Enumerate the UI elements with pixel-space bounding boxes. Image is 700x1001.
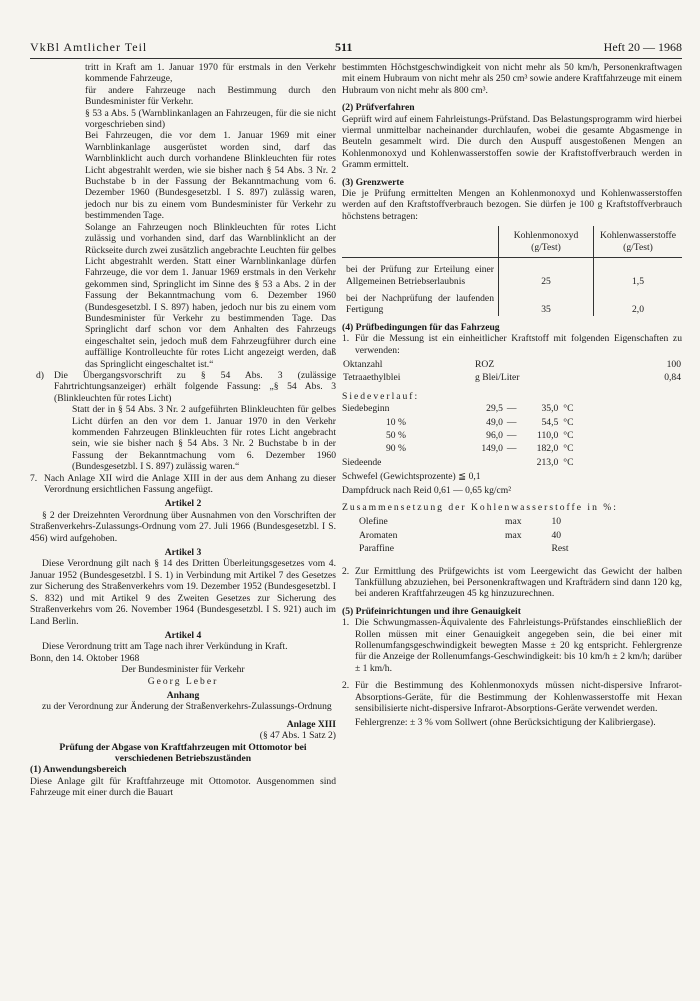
paragraph: Diese Verordnung gilt nach § 14 des Dritten Überleitungsgesetzes vom 4. Januar 1952 (Bundesgesetzbl. I S. 1) in Verbindung mit Artikel 7 des Gesetzes zur Sicherung des Straßenverkehrs vom 19. Dezember 1952 (Bundesgesetzbl. I S. 832) und mit Artikel 9 des Zweiten Gesetzes zur Sicherung des Straßenverkehrs vom 26. November 1964 (Bundesgesetzbl. I S. 921) auch im Land Berlin. [30,558,336,627]
item-number: 1. [342,617,350,629]
boiling-cell: 54,5 [541,416,559,428]
composition-cell: 40 [551,529,562,541]
item-label: d) [36,369,44,381]
section-5-heading: (5) Prüfeinrichtungen und ihre Genauigkeit [342,605,521,617]
limits-header-hc: Kohlenwasserstoffe (g/Test) [594,226,683,257]
fuel-key: Oktanzahl [343,358,383,370]
range-dash: — [506,429,517,441]
table-row [342,287,682,316]
paragraph: tritt in Kraft am 1. Januar 1970 für erstmals in den Verkehr kommende Fahrzeuge, [85,62,336,85]
table-row [358,515,608,528]
table-row [342,429,592,442]
table-row [342,371,682,384]
table-row [342,456,592,469]
item-label: 7. [30,472,38,484]
table-row [342,402,592,415]
item-text: Nach Anlage XII wird die Anlage XIII in der aus dem Anhang zu dieser Verordnung ersichtlichen Fassung angefügt. [44,472,336,496]
fuel-table [342,358,682,385]
composition-table [358,515,608,555]
paragraph: § 2 der Dreizehnten Verordnung über Ausnahmen von den Vorschriften der Straßenverkehrs-Zulassungs-Ordnung vom 27. Juli 1966 (Bundesgesetzbl. I S. 456) wird aufgehoben. [30,509,336,544]
section-5-item-2: Für die Bestimmung des Kohlenmonoxyds müssen nicht-dispersive Infrarot-Absorptions-Geräte, für die Bestimmung der Kohlenwasserstoffe mit Hexan sensibilisierte nicht-dispersive Infrarot-Absorptions-Geräte verwendet werden. [355,680,682,715]
paragraph: Solange an Fahrzeugen noch Blinkleuchten für rotes Licht zulässig und vorhanden sind, darf das Warnblinklicht an der Rückseite durch zwei zusätzlich angebrachte Leuchten für gelbes Licht abgestrahlt werden. Statt einer Warnblinkanlage dürfen Fahrzeuge, die vor dem 1. Januar 1969 erstmals in den Verkehr gekommen sind, Springlicht im Sinne des § 53 a Abs. 2 in der Fassung der Bekanntmachung vom 6. Dezember 1960 (Bundesgesetzbl. I S. 897) haben, jedoch nur bis zu einem vom Bundesminister für Verkehr zu bestimmenden Tage. Das Springlicht darf schon vor dem Anhalten des Fahrzeugs eingeschaltet sein, jedoch muß dem Fahrzeugführer durch eine auffällige Kontrolleuchte für rotes Licht angezeigt werden, daß das Springlicht eingeschaltet ist.“ [85,221,336,370]
fuel-value: 100 [666,358,681,370]
fuel-key: Tetraaethylblei [343,372,401,384]
article-heading: Artikel 2 [164,498,202,510]
composition-cell [504,542,550,555]
section-2-text: Geprüft wird auf einem Fahrleistungs-Prüfstand. Das Belastungsprogramm wird hierbei viermal unmittelbar nacheinander durchlaufen, wobei die gesamte Abgasmenge in Beuteln gesammelt wird. Die durch den Auspuff ausgestoßenen Mengen an Kohlenmonoxyd und Kohlenwasserstoffen sowie der Kraftstoffverbrauch werden in Gramm ermittelt. [342,113,682,171]
item-number: 2. [342,565,350,577]
range-dash: — [506,403,517,415]
table-row [358,542,608,555]
boiling-cell: °C [563,456,574,468]
range-dash: — [506,443,517,455]
composition-cell: Olefine [359,516,388,528]
boiling-cell: 29,5 [486,403,503,415]
boiling-cell: 182,0 [536,443,559,455]
article-heading: Artikel 3 [164,547,202,559]
range-dash: — [506,416,517,428]
paragraph: (§ 47 Abs. 1 Satz 2) [259,730,336,742]
paragraph: für andere Fahrzeuge nach Bestimmung durch den Bundesminister für Verkehr. [85,84,336,108]
numbered-item [30,370,336,404]
boiling-cell: 10 % [386,416,406,428]
section-4-item-2: Zur Ermittlung des Prüfgewichts ist vom Leergewicht das Gewicht der halben Tankfüllung abzuziehen, bei Personenkraftwagen und Krafträdern sind dann 120 kg, bei anderen Kraftfahrzeugen 45 kg hinzuzurechnen. [355,565,682,600]
paragraph: Bonn, den 14. Oktober 1968 [30,652,140,664]
table-row [342,258,682,287]
boiling-cell: 213,0 [536,456,559,468]
intro-text: bestimmten Höchstgeschwindigkeit von nicht mehr als 50 km/h, Personenkraftwagen mit einem Hubraum von nicht mehr als 250 cm³ sowie andere Kraftfahrzeuge mit einem Hubraum von nicht mehr als 800 cm³. [342,62,682,96]
composition-heading: Zusammensetzung der Kohlenwasserstoffe in %: [342,502,618,513]
paragraph: Bei Fahrzeugen, die vor dem 1. Januar 1969 mit einer Warnblinkanlage ausgerüstet worden sind, darf das Warnblinklicht auch durch vorhandene Blinkleuchten für rotes Licht abgestrahlt werden, wie sie bisher nach § 54 Abs. 3 Nr. 2 Buchstabe b in der Fassung der Bekanntmachung vom 6. Dezember 1960 (Bundesgesetzbl. I S. 897) zulässig waren, jedoch nur bis zu einem vom Bundesminister für Verkehr zu bestimmenden Tage. [85,130,336,222]
numbered-item [30,473,336,496]
right-column [342,62,682,728]
boiling-cell [464,456,504,469]
boiling-cell: 49,0 [486,416,503,428]
boiling-cell: 149,0 [481,443,503,455]
paragraph: (1) Anwendungsbereich [30,764,127,776]
paragraph: Statt der in § 54 Abs. 3 Nr. 2 aufgeführten Blinkleuchten für gelbes Licht dürfen an den vor dem 1. Januar 1970 in den Verkehr kommenden Fahrzeugen Blinkleuchten für rotes Licht angebracht sein, wie sie bisher nach § 54 Abs. 3 Nr. 2 Buchstabe b in der Fassung der Bekanntmachung vom 6. Dezember 1960 (Bundesgesetzbl. I S. 897) zulässig waren.“ [72,404,336,473]
boiling-cell: °C [563,403,574,415]
boiling-cell: Siedebeginn [342,403,390,415]
boiling-cell: 35,0 [541,403,559,415]
paragraph: zu der Verordnung zur Änderung der Straßenverkehrs-Zulassungs-Ordnung [42,701,332,713]
section-4-heading: (4) Prüfbedingungen für das Fahrzeug [342,321,500,333]
composition-cell: max [505,529,522,541]
section-4-item-1: Für die Messung ist ein einheitlicher Kraftstoff mit folgenden Eigenschaften zu verwenden: [355,333,682,356]
composition-cell: Paraffine [359,543,394,555]
paragraph: Georg Leber [147,675,219,687]
fuel-unit: ROZ [475,358,495,370]
boiling-cell: 96,0 [486,429,503,441]
paragraph: Prüfung der Abgase von Kraftfahrzeugen mit Ottomotor bei verschiedenen Betriebszuständen [59,741,307,764]
boiling-cell: °C [563,416,574,428]
section-5-item-1: Die Schwungmassen-Äquivalente des Fahrleistungs-Prüfstandes einschließlich der Rollen müssen mit einer Genauigkeit angegeben sein, die bei einer mit Rollenumfangsgeschwindigkeit bewegten Masse ± 20 kg entspricht. Fehlergrenze für die Anzeige der Rollenumfangs-Geschwindigkeit: bis 10 km/h ± 2 km/h; darüber ± 1 km/h. [355,617,682,674]
sulphur-line: Schwefel (Gewichtsprozente) ≦ 0,1 [342,471,481,483]
article-heading: Anhang [166,689,200,701]
limits-cell: 2,0 [594,287,683,316]
error-limit-text: Fehlergrenze: ± 3 % vom Sollwert (ohne Berücksichtigung der Kalibriergase). [355,716,656,728]
table-row [358,529,608,542]
boiling-cell: °C [563,429,574,441]
limits-header-co: Kohlenmonoxyd (g/Test) [499,226,594,257]
limits-table [342,226,682,315]
composition-cell: 10 [551,516,562,528]
boiling-cell: °C [563,443,574,455]
section-3-text: Die je Prüfung ermittelten Mengen an Kohlenmonoxyd und Kohlenwasserstoffen werden auf den Kraftstoffverbrauch bezogen. Sie dürfen je 100 g Kraftstoffverbrauch höchstens betragen: [342,188,682,222]
limits-cell: 25 [499,258,594,287]
table-row [342,416,592,429]
item-number: 1. [342,333,350,345]
issue-label: Heft 20 — 1968 [603,40,682,54]
paragraph: Der Bundesminister für Verkehr [121,664,245,676]
journal-title: VkBl Amtlicher Teil [30,40,148,54]
composition-cell: Aromaten [359,529,398,541]
item-text: Die Übergangsvorschrift zu § 54 Abs. 3 (zulässige Fahrtrichtungsanzeiger) erhält folgende Fassung: „§ 54 Abs. 3 (Blinkleuchten für rotes Licht) [54,369,336,404]
fuel-value: 0,84 [664,372,681,384]
running-header [30,40,682,56]
table-row [342,358,682,371]
boiling-cell: Siedeende [342,456,382,468]
composition-cell: Rest [551,543,569,555]
item-number: 2. [342,680,350,692]
boiling-cell: 90 % [386,443,406,455]
limits-cell: 35 [499,287,594,316]
boiling-heading: Siedeverlauf: [342,390,420,402]
boiling-cell: 50 % [386,429,406,441]
header-rule [30,58,682,59]
paragraph: Diese Anlage gilt für Kraftfahrzeuge mit Ottomotor. Ausgenommen sind Fahrzeuge mit einer durch die Bauart [30,775,336,799]
limits-cell: 1,5 [594,258,683,287]
section-3-heading: (3) Grenzwerte [342,176,404,188]
section-2-heading: (2) Prüfverfahren [342,102,415,114]
composition-cell: max [505,516,522,528]
vapour-pressure-line: Dampfdruck nach Reid 0,61 — 0,65 kg/cm² [342,484,512,496]
left-column [30,62,336,799]
page-number: 511 [335,40,353,54]
limits-row-label: bei der Prüfung zur Erteilung einer Allgemeinen Betriebserlaubnis [346,264,494,287]
table-row [342,442,592,455]
boiling-table [342,402,592,469]
boiling-cell: 110,0 [537,429,559,441]
article-heading: Artikel 4 [164,629,202,641]
paragraph: § 53 a Abs. 5 (Warnblinkanlagen an Fahrzeugen, für die sie nicht vorgeschrieben sind) [85,107,336,131]
paragraph: Diese Verordnung tritt am Tage nach ihrer Verkündung in Kraft. [42,641,288,653]
paragraph: Anlage XIII [286,718,336,730]
fuel-unit: g Blei/Liter [475,372,520,384]
limits-row-label: bei der Nachprüfung der laufenden Fertigung [346,292,494,316]
range-dash [504,456,519,469]
